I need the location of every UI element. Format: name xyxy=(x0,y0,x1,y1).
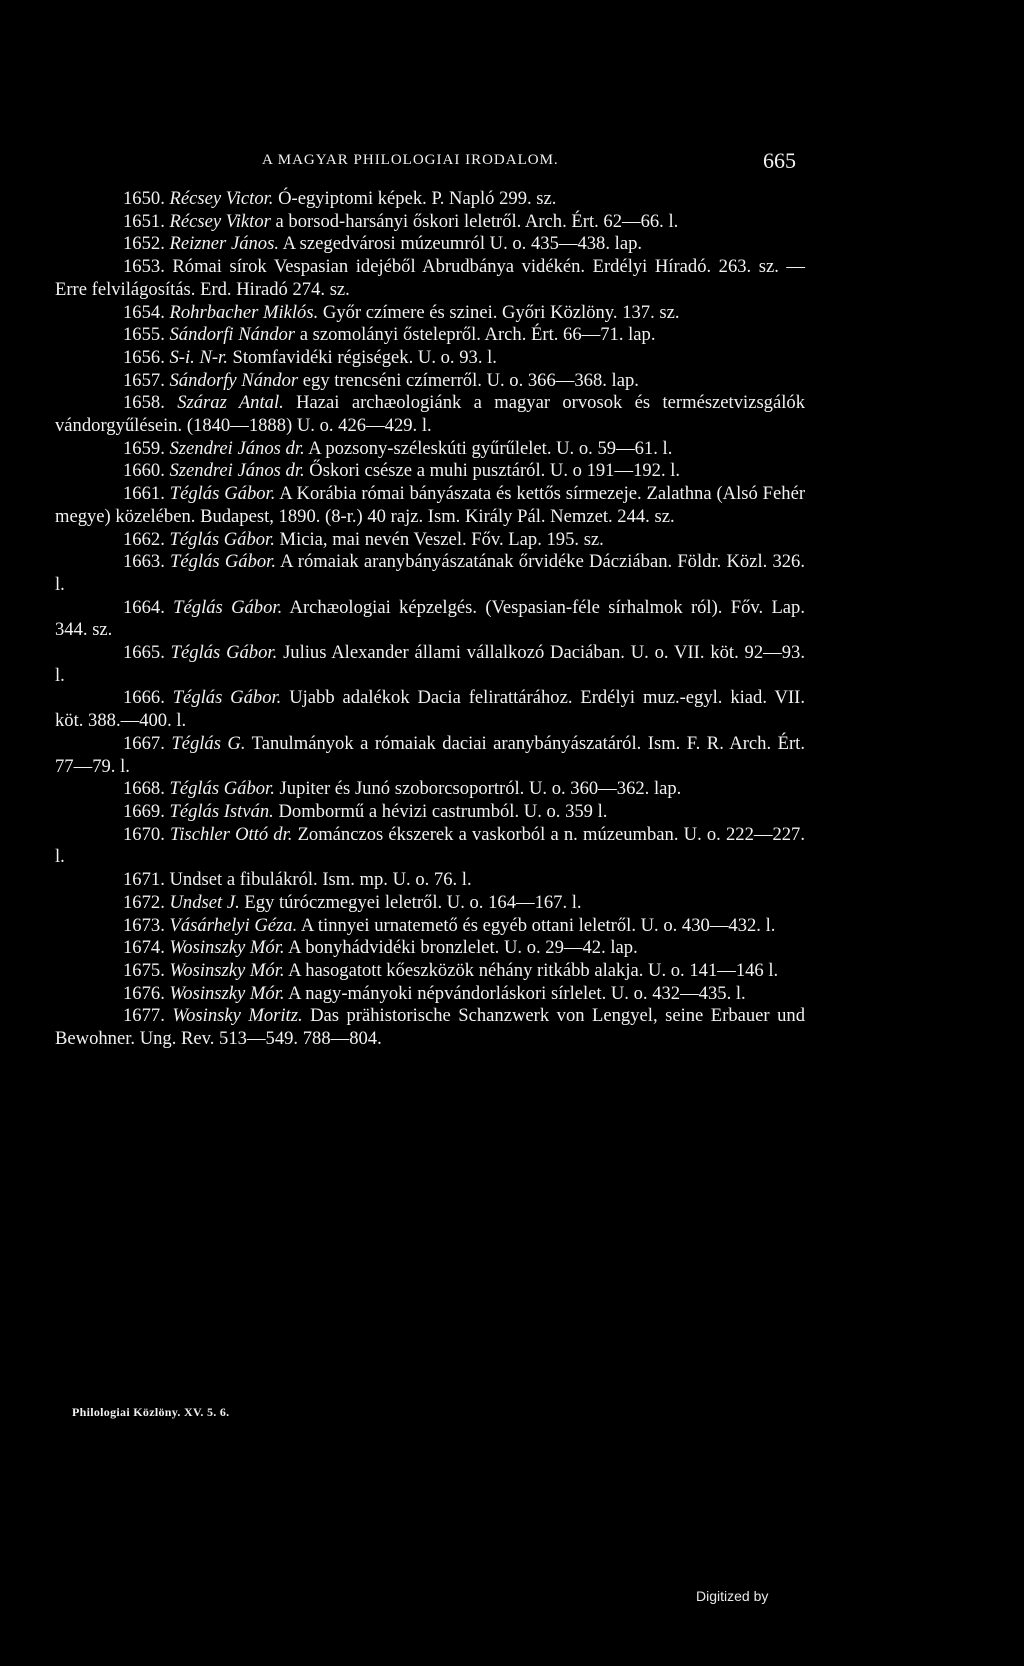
entry-text: Jupiter és Junó szoborcsoportról. U. o. 360—362. lap. xyxy=(279,778,682,800)
entry-text: egy trencséni czímerről. U. o. 366—368. lap. xyxy=(302,369,639,391)
bibliography-entry xyxy=(55,937,805,960)
entry-author: Téglás Gábor. xyxy=(169,528,275,550)
entry-text: A rómaiak aranybányászatának őrvidéke Dácziában. Földr. Közl. 326. l. xyxy=(55,551,805,595)
entry-text: Zománczos ékszerek a vaskorból a n. múzeumban. U. o. 222—227. l. xyxy=(55,823,805,868)
entry-text: Egy túróczmegyei leletről. U. o. 164—167. l. xyxy=(244,891,582,913)
entry-author: Reizner János. xyxy=(169,233,279,255)
entry-author: Tischler Ottó dr. xyxy=(170,823,293,845)
entry-number: 1652. xyxy=(123,233,165,255)
entry-author: Téglás Gábor. xyxy=(172,687,282,709)
entry-author: Téglás Gábor. xyxy=(173,596,283,618)
entry-text: A nagy-mányoki népvándorláskori sírlelet. U. o. 432—435. l. xyxy=(288,982,746,1004)
entry-number: 1670. xyxy=(123,823,165,845)
entry-author: Wosinsky Moritz. xyxy=(172,1005,303,1027)
entry-number: 1660. xyxy=(123,460,165,482)
entry-number: 1668. xyxy=(123,778,165,800)
entry-author: Téglás Gábor. xyxy=(170,551,276,573)
header-title: A MAGYAR PHILOLOGIAI IRODALOM. xyxy=(262,152,559,168)
bibliography-entry xyxy=(55,233,805,256)
bibliography-entry xyxy=(55,778,805,801)
bibliography-entry xyxy=(55,460,805,483)
entry-author: Vásárhelyi Géza. xyxy=(169,914,298,936)
bibliography-entry xyxy=(55,597,805,642)
entry-text: Ó-egyiptomi képek. P. Napló 299. sz. xyxy=(278,188,557,209)
bibliography-entry xyxy=(55,370,805,393)
entry-author: Téglás Gábor. xyxy=(169,778,275,800)
entry-number: 1651. xyxy=(123,210,165,232)
entry-author: Téglás István. xyxy=(169,800,274,822)
entry-author: Sándorfy Nándor xyxy=(169,369,299,391)
running-header xyxy=(0,148,1024,178)
entry-number: 1672. xyxy=(123,891,165,913)
bibliography-entry xyxy=(55,915,805,938)
entry-text: Micia, mai nevén Veszel. Főv. Lap. 195. sz. xyxy=(279,528,604,550)
entry-number: 1661. xyxy=(123,483,165,505)
entry-number: 1667. xyxy=(123,732,165,754)
entry-text: Dombormű a hévizi castrumból. U. o. 359 l. xyxy=(278,800,608,822)
bibliography-entry xyxy=(55,983,805,1006)
entry-number: 1674. xyxy=(123,937,165,959)
bibliography-entry xyxy=(55,438,805,461)
bibliography-entry xyxy=(55,483,805,528)
entry-text: Tanulmányok a rómaiak daciai aranybányászatáról. Ism. F. R. Arch. Ért. 77—79. l. xyxy=(55,732,805,777)
entry-author: Wosinszky Mór. xyxy=(169,937,285,959)
bibliography-entry xyxy=(55,1005,805,1050)
entry-text: A hasogatott kőeszközök néhány ritkább alakja. U. o. 141—146 l. xyxy=(288,959,779,981)
entry-author: Szendrei János dr. xyxy=(169,437,305,459)
bibliography-entry xyxy=(55,188,805,211)
bibliography-entry xyxy=(55,256,805,301)
entry-number: 1665. xyxy=(123,642,165,664)
bibliography-entry xyxy=(55,302,805,325)
entry-number: 1655. xyxy=(123,324,165,346)
entry-number: 1663. xyxy=(123,551,165,573)
digitized-watermark: Digitized by xyxy=(696,1588,769,1604)
bibliography-entry xyxy=(55,347,805,370)
entry-text: A tinnyei urnatemető és egyéb ottani leletről. U. o. 430—432. l. xyxy=(300,914,776,936)
entry-number: 1676. xyxy=(123,982,165,1004)
page-number: 665 xyxy=(763,148,796,173)
entry-text: Archæologiai képzelgés. (Vespasian-féle sírhalmok ról). Főv. Lap. 344. sz. xyxy=(55,596,806,641)
entry-number: 1666. xyxy=(123,687,165,709)
entry-author: Undset J. xyxy=(169,891,240,913)
entry-number: 1654. xyxy=(123,301,165,323)
entry-text: Győr czímere és szinei. Győri Közlöny. 137. sz. xyxy=(322,301,680,323)
entry-text: Ujabb adalékok Dacia felirattárához. Erdélyi muz.-egyl. kiad. VII. köt. 388.—400. l. xyxy=(55,687,805,732)
bibliography-entry xyxy=(55,892,805,915)
entry-text: Római sírok Vespasian idejéből Abrudbánya vidékén. Erdélyi Híradó. 263. sz. — Erre felvilágosítás. Erd. Hiradó 274. sz. xyxy=(55,256,805,300)
entry-number: 1677. xyxy=(123,1005,165,1027)
entry-author: Téglás Gábor. xyxy=(170,642,278,664)
entry-author: Sándorfi Nándor xyxy=(169,324,296,346)
bibliography-entry xyxy=(55,733,805,778)
bibliography-entry xyxy=(55,211,805,234)
bibliography-entry xyxy=(55,551,805,596)
entry-text: Das prähistorische Schanzwerk von Lengyel, seine Erbauer und Bewohner. Ung. Rev. 513—549. 788—804. xyxy=(55,1005,806,1050)
entry-number: 1656. xyxy=(123,346,165,368)
entry-author: Wosinszky Mór. xyxy=(169,959,285,981)
entry-text: Hazai archæologiánk a magyar orvosok és természetvizsgálók vándorgyűlésein. (1840—1888) U. o. 426—429. l. xyxy=(55,392,805,437)
entry-author: Wosinszky Mór. xyxy=(169,982,285,1004)
bibliography-entry xyxy=(55,529,805,552)
bibliography-entry xyxy=(55,824,805,869)
bibliography-entry xyxy=(55,960,805,983)
entry-author: Récsey Victor. xyxy=(169,188,274,209)
entry-author: Rohrbacher Miklós. xyxy=(169,301,319,323)
entry-number: 1675. xyxy=(123,959,165,981)
entry-text: a borsod-harsányi őskori leletről. Arch. Ért. 62—66. l. xyxy=(275,210,679,232)
entry-text: a szomolányi őstelepről. Arch. Ért. 66—71. lap. xyxy=(299,324,656,346)
entry-author: Szendrei János dr. xyxy=(169,460,305,482)
entry-author: Száraz Antal. xyxy=(177,392,284,414)
entry-number: 1664. xyxy=(123,596,165,618)
bibliography-entry xyxy=(55,642,805,687)
entry-text: A pozsony-széleskúti gyűrűlelet. U. o. 59—61. l. xyxy=(308,437,673,459)
entry-author: Téglás Gábor. xyxy=(169,483,276,505)
entry-number: 1650. xyxy=(123,188,165,209)
entry-number: 1673. xyxy=(123,914,165,936)
entry-author: S-i. N-r. xyxy=(169,346,228,368)
entry-number: 1662. xyxy=(123,528,165,550)
entry-text: A szegedvárosi múzeumról U. o. 435—438. lap. xyxy=(282,233,643,255)
bibliography-list xyxy=(55,188,805,1051)
bibliography-entry xyxy=(55,869,805,892)
entry-number: 1658. xyxy=(123,392,165,414)
entry-author: Téglás G. xyxy=(171,732,246,754)
entry-number: 1669. xyxy=(123,800,165,822)
entry-text: Stomfavidéki régiségek. U. o. 93. l. xyxy=(232,346,497,368)
entry-text: A Korábia római bányászata és kettős sírmezeje. Zalathna (Alsó Fehér megye) közelében. Budapest, 1890. (8-r.) 40 rajz. Ism. Király Pál. Nemzet. 244. sz. xyxy=(55,483,806,527)
entry-number: 1657. xyxy=(123,369,165,391)
bibliography-entry xyxy=(55,392,805,437)
entry-text: Julius Alexander állami vállalkozó Daciában. U. o. VII. köt. 92—93. l. xyxy=(55,642,805,686)
entry-author: Récsey Viktor xyxy=(169,210,271,232)
entry-number: 1653. xyxy=(123,256,165,278)
bibliography-entry xyxy=(55,687,805,732)
printer-signature: Philologiai Közlöny. XV. 5. 6. xyxy=(72,1405,230,1419)
bibliography-entry xyxy=(55,801,805,824)
entry-text: Undset a fibulákról. Ism. mp. U. o. 76. l. xyxy=(169,869,472,891)
entry-number: 1659. xyxy=(123,437,165,459)
entry-text: Őskori csésze a muhi pusztáról. U. o 191—192. l. xyxy=(309,460,681,482)
bibliography-entry xyxy=(55,324,805,347)
entry-text: A bonyhádvidéki bronzlelet. U. o. 29—42. lap. xyxy=(288,937,638,959)
entry-number: 1671. xyxy=(123,869,165,891)
